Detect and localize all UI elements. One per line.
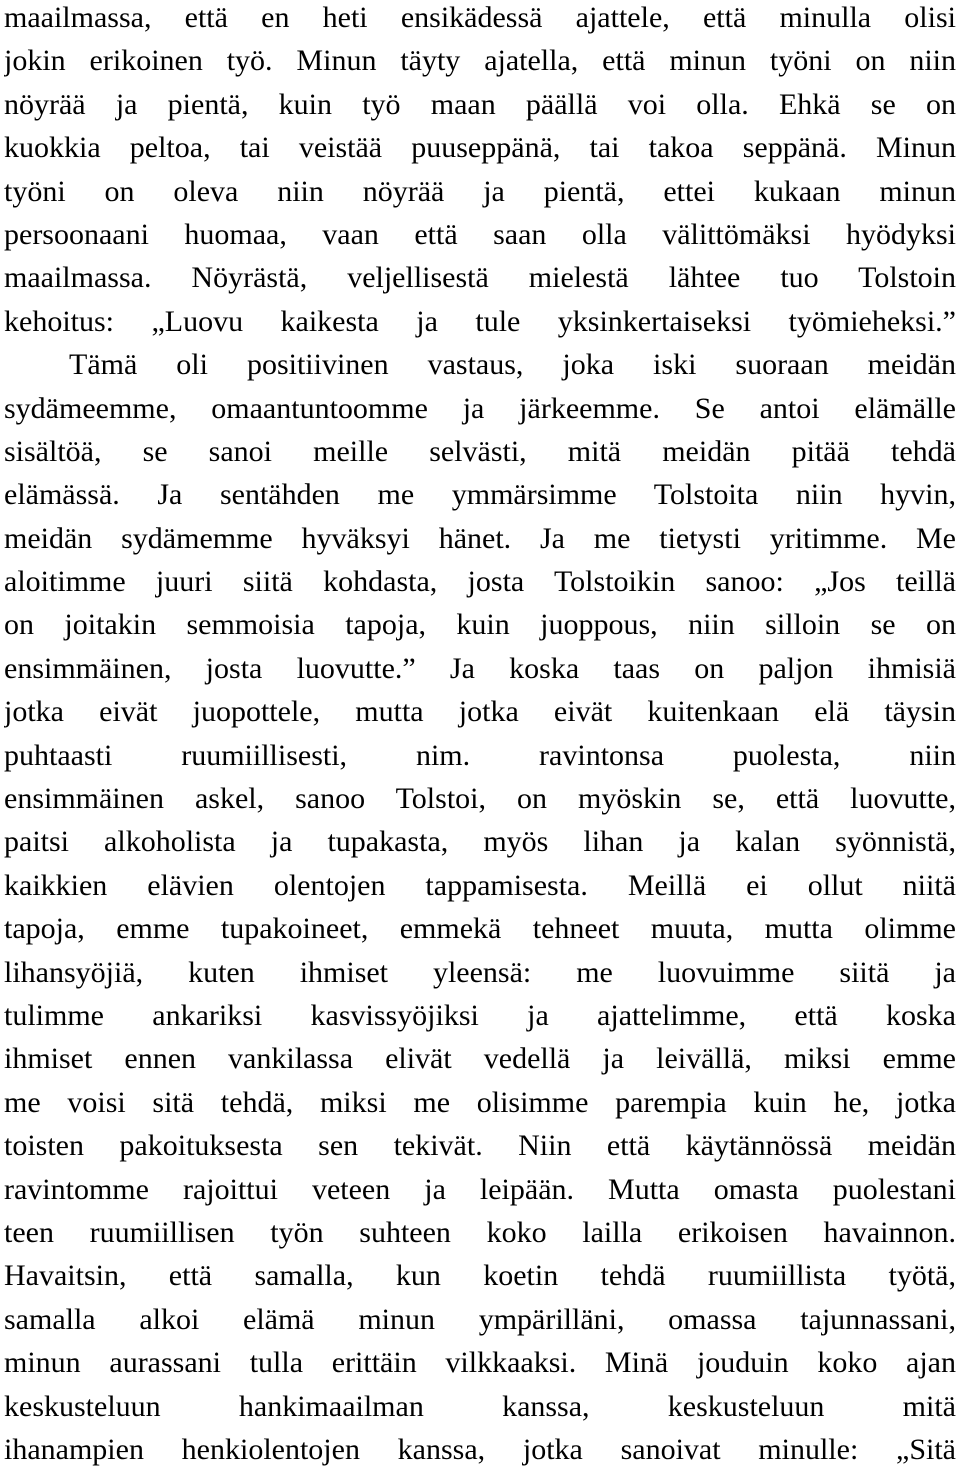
text-line: ihanampien henkiolentojen kanssa, jotka sanoivat minulle: „Sitä (4, 1432, 956, 1466)
text-line: maailmassa, että en heti ensikädessä ajattele, että minulla olisi (4, 1, 956, 34)
text-line: sydämeemme, omaantuntoomme ja järkeemme. Se antoi elämälle (4, 391, 956, 425)
text-line: teen ruumiillisen työn suhteen koko lailla erikoisen havainnon. (4, 1215, 956, 1249)
text-line: sisältöä, se sanoi meille selvästi, mitä meidän pitää tehdä (4, 434, 956, 468)
text-line: ensimmäinen askel, sanoo Tolstoi, on myöskin se, että luovutte, (4, 782, 956, 816)
text-line: toisten pakoituksesta sen tekivät. Niin että käytännössä meidän (4, 1129, 956, 1163)
text-line: lihansyöjiä, kuten ihmiset yleensä: me luovuimme siitä ja (4, 955, 956, 989)
text-line: Tämä oli positiivinen vastaus, joka iski suoraan meidän (69, 348, 956, 382)
text-line: minun aurassani tulla erittäin vilkkaaksi. Minä jouduin koko ajan (4, 1346, 956, 1380)
text-line: on joitakin semmoisia tapoja, kuin juoppous, niin silloin se on (4, 608, 956, 642)
text-line: kehoitus: „Luovu kaikesta ja tule yksinkertaiseksi työmieheksi.” (4, 304, 956, 338)
text-line: keskusteluun hankimaailman kanssa, keskusteluun mitä (4, 1389, 956, 1423)
text-line: jotka eivät juopottele, mutta jotka eivät kuitenkaan elä täysin (4, 695, 956, 729)
text-line: maailmassa. Nöyrästä, veljellisestä mielestä lähtee tuo Tolstoin (4, 261, 956, 295)
text-line: ensimmäinen, josta luovutte.” Ja koska taas on paljon ihmisiä (4, 651, 956, 685)
text-line: me voisi sitä tehdä, miksi me olisimme parempia kuin he, jotka (4, 1085, 956, 1119)
text-line: elämässä. Ja sentähden me ymmärsimme Tolstoita niin hyvin, (4, 478, 956, 512)
text-line: kuokkia peltoa, tai veistää puuseppänä, tai takoa seppänä. Minun (4, 131, 956, 165)
text-line: puhtaasti ruumiillisesti, nim. ravintonsa puolesta, niin (4, 738, 956, 772)
text-line: ravintomme rajoittui veteen ja leipään. Mutta omasta puolestani (4, 1172, 956, 1206)
text-line: nöyrää ja pientä, kuin työ maan päällä voi olla. Ehkä se on (4, 87, 956, 121)
text-line: jokin erikoinen työ. Minun täyty ajatella, että minun työni on niin (4, 44, 956, 78)
text-line: työni on oleva niin nöyrää ja pientä, ettei kukaan minun (4, 174, 956, 208)
text-line: meidän sydämemme hyväksyi hänet. Ja me tietysti yritimme. Me (4, 521, 956, 555)
text-line: tapoja, emme tupakoineet, emmekä tehneet muuta, mutta olimme (4, 912, 956, 946)
text-line: ihmiset ennen vankilassa elivät vedellä ja leivällä, miksi emme (4, 1042, 956, 1076)
text-line: paitsi alkoholista ja tupakasta, myös lihan ja kalan syönnistä, (4, 825, 956, 859)
document-page (4, 0, 956, 1471)
text-line: Havaitsin, että samalla, kun koetin tehdä ruumiillista työtä, (4, 1259, 956, 1293)
text-line: tulimme ankariksi kasvissyöjiksi ja ajattelimme, että koska (4, 998, 956, 1032)
text-line: aloitimme juuri siitä kohdasta, josta Tolstoikin sanoo: „Jos teillä (4, 565, 956, 599)
text-line: persoonaani huomaa, vaan että saan olla välittömäksi hyödyksi (4, 217, 956, 251)
text-line: kaikkien elävien olentojen tappamisesta. Meillä ei ollut niitä (4, 868, 956, 902)
text-line: samalla alkoi elämä minun ympärilläni, omassa tajunnassani, (4, 1302, 956, 1336)
